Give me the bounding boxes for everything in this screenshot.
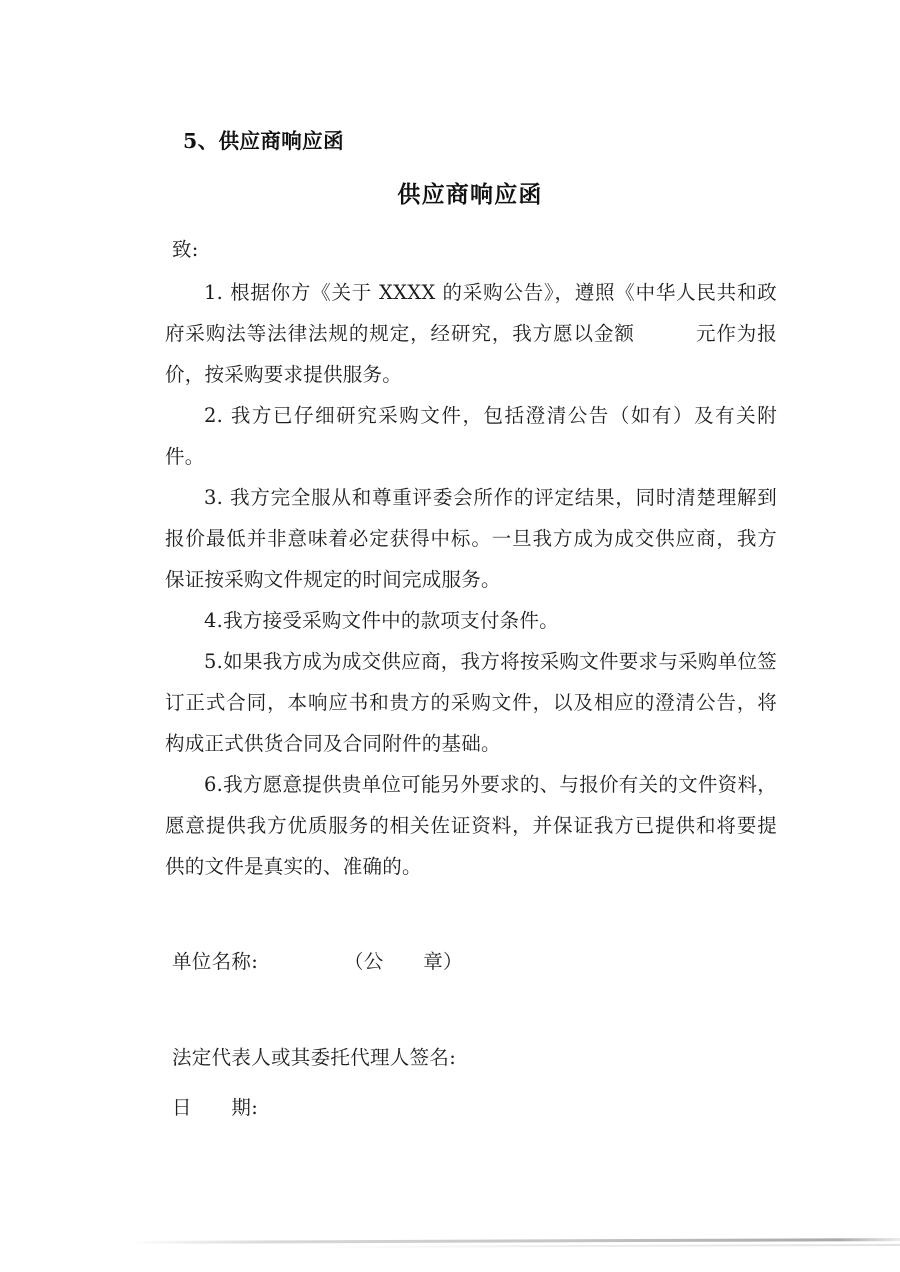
paragraph-1 bbox=[165, 272, 777, 395]
body-paragraphs bbox=[165, 272, 777, 887]
company-name-label: 单位名称: bbox=[172, 950, 259, 973]
paragraph-2: 2. 我方已仔细研究采购文件，包括澄清公告（如有）及有关附件。 bbox=[165, 404, 777, 468]
official-seal-label: （公 章） bbox=[344, 950, 463, 973]
section-heading: 5、供应商响应函 bbox=[183, 129, 344, 153]
scan-edge-shadow-secondary bbox=[300, 1244, 900, 1248]
page-title: 供应商响应函 bbox=[397, 181, 543, 208]
paragraph-1-tail: 元作为报价，按采购要求提供服务。 bbox=[165, 322, 777, 386]
signature-block bbox=[172, 946, 772, 1119]
paragraph-3: 3. 我方完全服从和尊重评委会所作的评定结果，同时清楚理解到报价最低并非意味着必定获得中标。一旦我方成为成交供应商，我方保证按采购文件规定的时间完成服务。 bbox=[165, 486, 777, 591]
paragraph-5: 5.如果我方成为成交供应商，我方将按采购文件要求与采购单位签订正式合同，本响应书和贵方的采购文件，以及相应的澄清公告，将构成正式供货合同及合同附件的基础。 bbox=[165, 650, 777, 755]
date-label: 日 期: bbox=[172, 1096, 259, 1119]
paragraph-6: 6.我方愿意提供贵单位可能另外要求的、与报价有关的文件资料，愿意提供我方优质服务的相关佐证资料，并保证我方已提供和将要提供的文件是真实的、准确的。 bbox=[165, 773, 777, 878]
salutation-line: 致: bbox=[172, 238, 199, 261]
representative-signature-label: 法定代表人或其委托代理人签名: bbox=[172, 1046, 457, 1069]
scan-edge-shadow bbox=[130, 1238, 900, 1244]
paragraph-4: 4.我方接受采购文件中的款项支付条件。 bbox=[204, 609, 559, 632]
paragraph-1-lead: 1. 根据你方《关于 XXXX 的采购公告》，遵照《中华人民共和政府采购法等法律法规的规定，经研究，我方愿以金额 bbox=[165, 281, 777, 345]
